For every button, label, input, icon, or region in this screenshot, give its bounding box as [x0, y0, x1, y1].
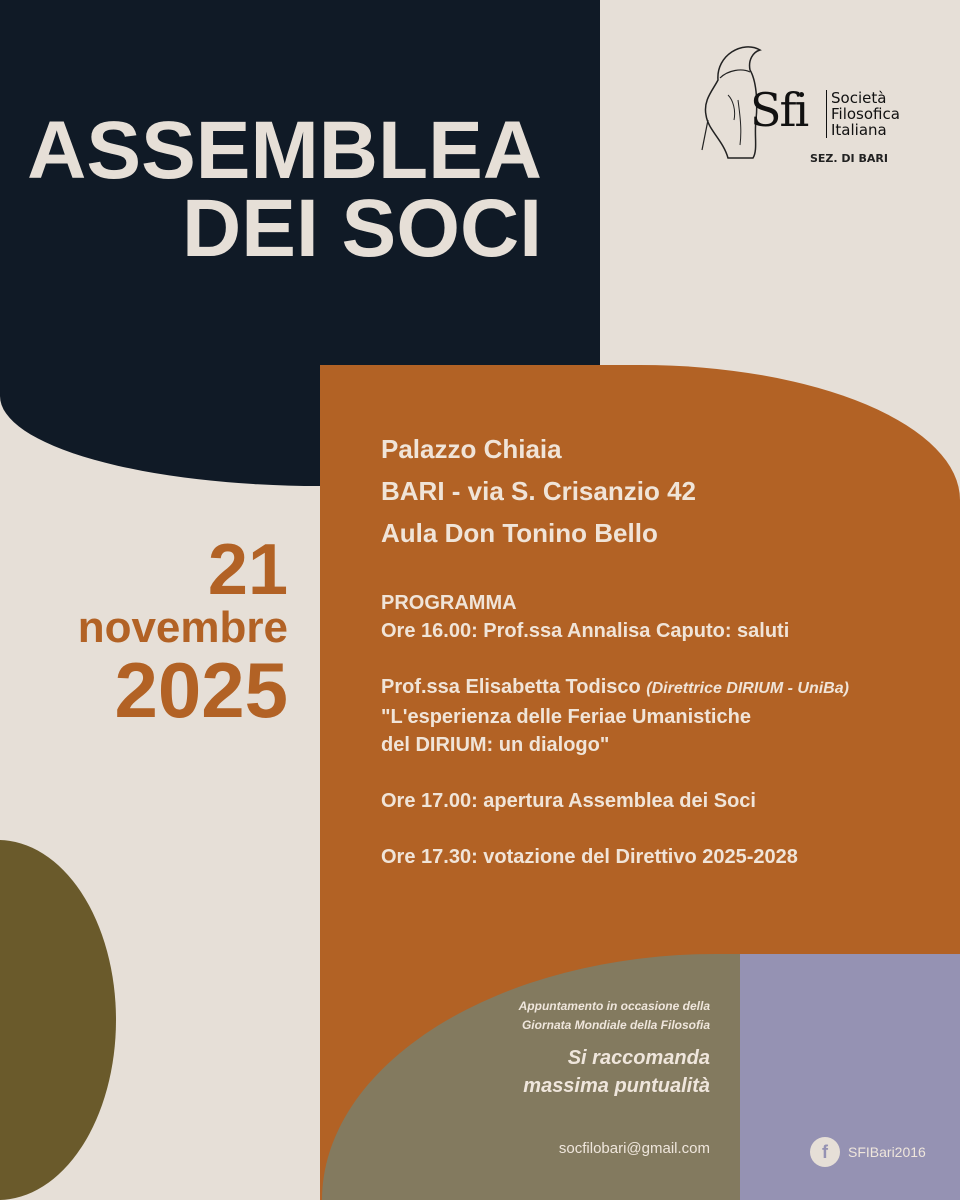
- date-month: novembre: [77, 603, 288, 652]
- talk-title-line: "L'esperienza delle Feriae Umanistiche: [381, 706, 751, 728]
- program-item: [381, 673, 849, 703]
- talk-title-line: del DIRIUM: un dialogo": [381, 734, 610, 756]
- program-item: Ore 17.30: votazione del Direttivo 2025-2028: [381, 846, 798, 868]
- date-day: 21: [207, 530, 288, 610]
- note-emphasis-line: Si raccomanda: [567, 1047, 710, 1069]
- event-date: [77, 530, 288, 734]
- note-line: Giornata Mondiale della Filosofia: [521, 1018, 710, 1032]
- logo-name-line: Società: [831, 89, 887, 107]
- title-line-2: DEI SOCI: [182, 183, 542, 274]
- olive-circle-shape: [0, 840, 116, 1200]
- program: [381, 589, 849, 871]
- program-item: Ore 17.00: apertura Assemblea dei Soci: [381, 790, 756, 812]
- sfi-logo: [698, 40, 898, 170]
- logo-name: [826, 90, 900, 138]
- venue-name: Palazzo Chiaia: [381, 434, 562, 464]
- logo-name-line: Italiana: [831, 121, 887, 139]
- page-title: [27, 105, 542, 274]
- speaker-role: (Direttrice DIRIUM - UniBa): [646, 680, 849, 697]
- facebook-icon: f: [810, 1137, 840, 1167]
- note-emphasis-line: massima puntualità: [523, 1075, 710, 1097]
- logo-section: SEZ. DI BARI: [810, 152, 888, 165]
- venue-room: Aula Don Tonino Bello: [381, 518, 658, 548]
- facebook-link[interactable]: [810, 1137, 926, 1167]
- note-emphasis: [519, 1044, 710, 1100]
- title-line-1: ASSEMBLEA: [27, 105, 542, 196]
- contact-email[interactable]: socfilobari@gmail.com: [558, 1140, 710, 1157]
- facebook-handle: SFIBari2016: [848, 1144, 926, 1160]
- note: [519, 996, 710, 1100]
- date-year: 2025: [114, 646, 288, 734]
- logo-name-line: Filosofica: [831, 105, 900, 123]
- venue: [381, 428, 696, 554]
- venue-address: BARI - via S. Crisanzio 42: [381, 476, 696, 506]
- logo-mark: Sfi: [750, 83, 808, 137]
- program-item: Ore 16.00: Prof.ssa Annalisa Caputo: saluti: [381, 620, 790, 642]
- note-line: Appuntamento in occasione della: [518, 999, 710, 1013]
- speaker-name: Prof.ssa Elisabetta Todisco: [381, 676, 641, 698]
- program-heading: PROGRAMMA: [381, 592, 517, 614]
